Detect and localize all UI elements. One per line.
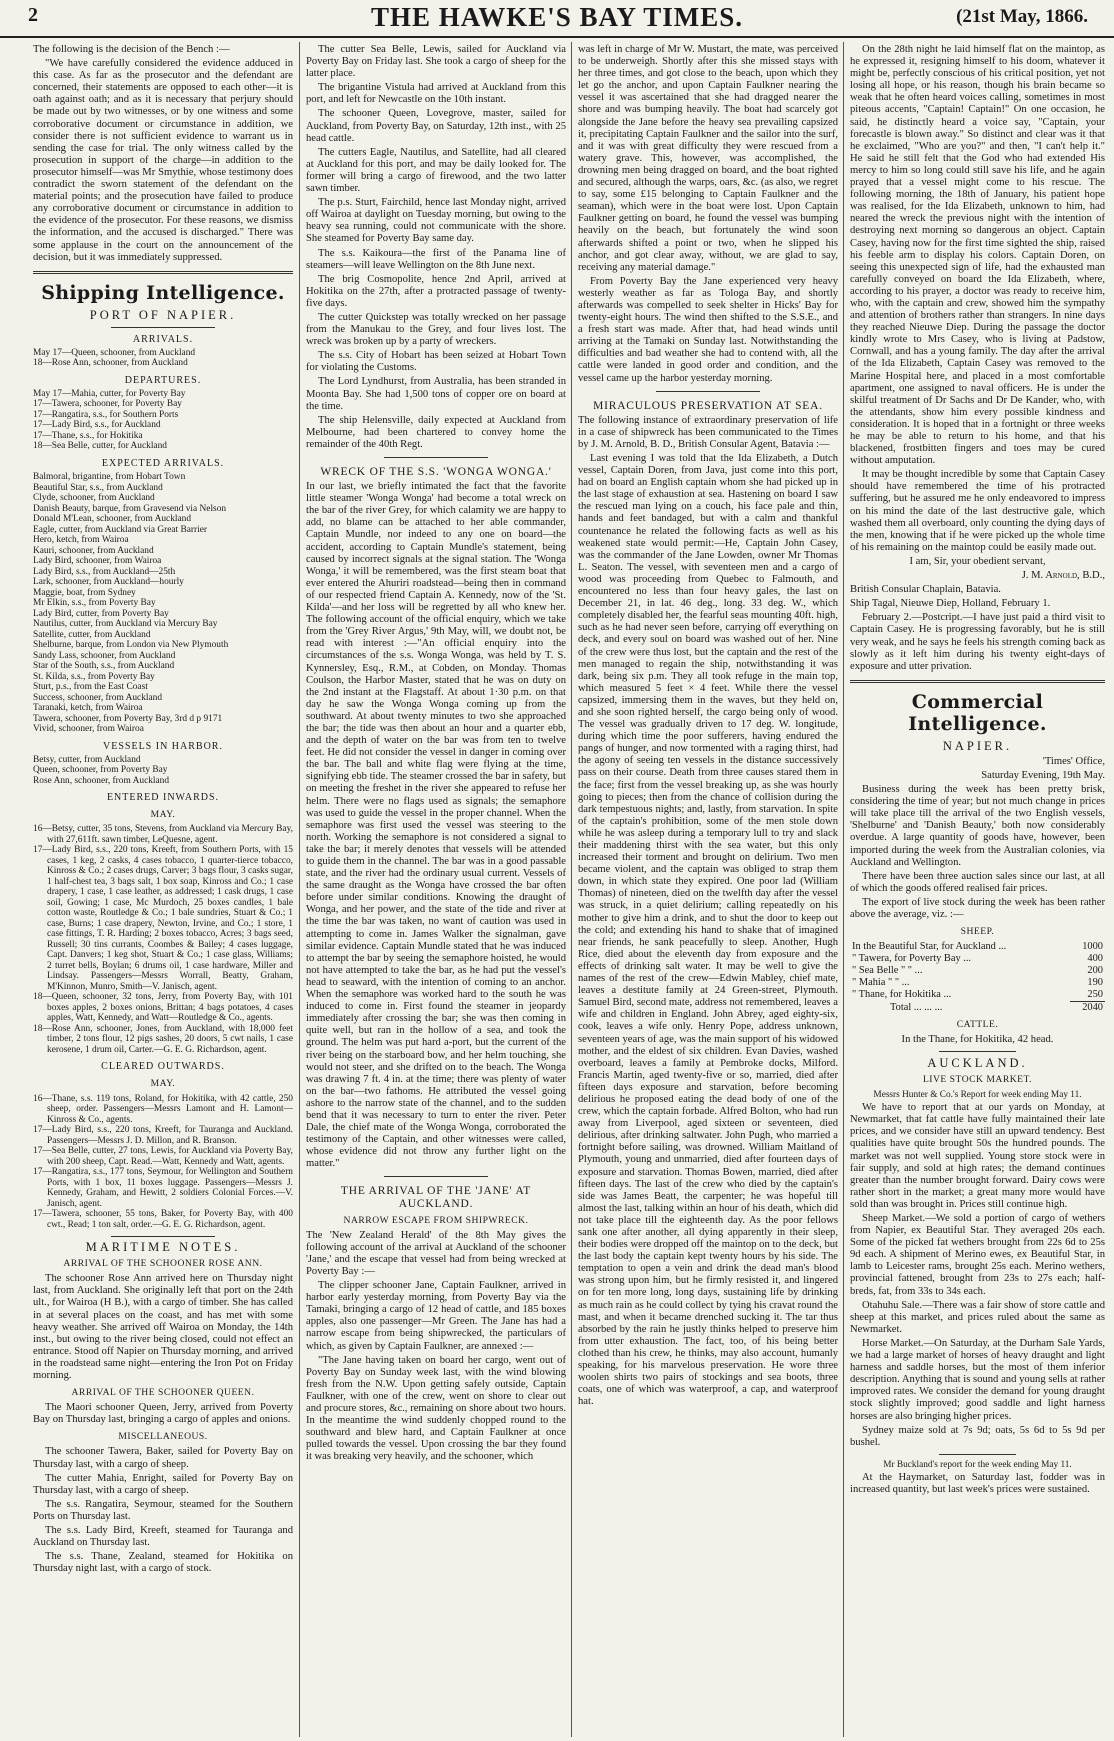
paragraph: The Lord Lyndhurst, from Australia, has been stranded in Moonta Bay. She had 1,500 tons of copper ore on board at the time. bbox=[306, 376, 566, 412]
paragraph: was left in charge of Mr W. Mustart, the mate, was perceived to be underweigh. Shortly after this she missed stays with her three times, and got close to the beach, upon which they let go the anchor, and upon Captain Faulkner nearing the vessel it was ascertained that she had dragged nearer the shore and was bumping heavily. The boat had scarcely got alongside the Jane before the heavy sea prevailing capsized it, precipitating Captain Faulkner and the sailor into the surf, and it was with great difficulty they were rescued from a watery grave. This, however, was accomplished, the drowning men being dragged on board, and the boat righted and secured, although the warps, oars, &c. (as also, we regret to say, some £15 belonging to Captain Faulkner and the seaman), which were in the boat were lost. Upon Captain Faulkner getting on board, he found the vessel was bumping heavily on the beach, but fortunately the wind soon afterwards shifted a point or two, when he slipped his anchor, and got clear away, without, we are glad to say, receiving any material damage." bbox=[578, 44, 838, 273]
list-item: 17—Lady Bird, s.s., for Auckland bbox=[33, 420, 161, 431]
paragraph: Sydney maize sold at 7s 9d; oats, 5s 6d to 5s 9d per bushel. bbox=[850, 1424, 1105, 1448]
column-2 bbox=[306, 42, 566, 1741]
divider bbox=[656, 391, 760, 392]
list-item: 17—Sea Belle, cutter, 27 tons, Lewis, for Auckland via Poverty Bay, with 200 sheep, Capt. Read.—Watt, Kennedy and Watt, agents. bbox=[33, 1146, 293, 1167]
list-item: Sturt, p.s., from the East Coast bbox=[33, 682, 148, 693]
list-item: 18—Queen, schooner, 32 tons, Jerry, from Poverty Bay, with 101 boxes apples, 2 boxes onions, Brittan; 4 bags potatoes, 4 cases apples, Watt, Kennedy, and Watt—Routledge & Co., agents. bbox=[33, 992, 293, 1024]
paragraph: The Maori schooner Queen, Jerry, arrived from Poverty Bay on Thursday last, bringing a cargo of apples and onions. bbox=[33, 1402, 293, 1426]
paragraph: The schooner Queen, Lovegrove, master, sailed for Auckland, from Poverty Bay, on Saturday, 12th inst., with 25 head cattle. bbox=[306, 108, 566, 144]
section-divider bbox=[33, 271, 293, 274]
list-item: Beautiful Star, s.s., from Auckland bbox=[33, 482, 163, 493]
paragraph: The cutter Quickstep was totally wrecked on her passage from the Manukau to the Grey, and four lives lost. The wreck was broken up by a party of wreckers. bbox=[306, 311, 566, 348]
list-item: Mr Elkin, s.s., from Poverty Bay bbox=[33, 598, 156, 609]
paragraph: The s.s. Rangatira, Seymour, steamed for the Southern Ports on Thursday last. bbox=[33, 1498, 293, 1522]
divider bbox=[939, 1051, 1016, 1052]
divider bbox=[384, 457, 488, 458]
section-divider bbox=[850, 680, 1105, 683]
table-row bbox=[850, 977, 1105, 989]
table-row-total bbox=[850, 1002, 1105, 1015]
paragraph: The p.s. Sturt, Fairchild, hence last Monday night, arrived off Wairoa at daylight on Tuesday morning, but owing to the heavy sea running, could not communicate with the shore. She steamed for Poverty Bay same day. bbox=[306, 197, 566, 245]
expected-arrivals-heading: EXPECTED ARRIVALS. bbox=[101, 457, 225, 469]
table-cell: " Mahia " " ... bbox=[852, 977, 910, 989]
month-label: MAY. bbox=[150, 809, 176, 821]
letter-title: British Consular Chaplain, Batavia. bbox=[850, 584, 1001, 596]
divider bbox=[384, 1176, 488, 1177]
table-cell: 190 bbox=[1087, 977, 1103, 989]
cleared-outwards-list bbox=[33, 1094, 293, 1231]
paragraph: The cutter Mahia, Enright, sailed for Poverty Bay on Thursday last, with a cargo of sheep. bbox=[33, 1472, 293, 1496]
paragraph: The schooner Tawera, Baker, sailed for Poverty Bay on Thursday last, with a cargo of sheep. bbox=[33, 1446, 293, 1470]
newspaper-title: THE HAWKE'S BAY TIMES. bbox=[370, 2, 744, 32]
departures-heading: DEPARTURES. bbox=[124, 374, 202, 386]
list-item: Eagle, cutter, from Auckland via Great Barrier bbox=[33, 524, 208, 535]
port-heading: PORT OF NAPIER. bbox=[89, 307, 237, 322]
letter-close: I am, Sir, your obedient servant, bbox=[909, 555, 1046, 567]
list-item: Betsy, cutter, from Auckland bbox=[33, 754, 141, 765]
paragraph: The ship Helensville, daily expected at Auckland from Melbourne, had been chartered to convey home the remainder of the 40th Regt. bbox=[306, 414, 566, 450]
table-cell: 2040 bbox=[1070, 1002, 1105, 1015]
paragraph: From Poverty Bay the Jane experienced very heavy westerly weather as far as Tologa Bay, and shortly afterwards was compelled to seek shelter in Hicks' Bay for twenty-eight hours. The wind then shifted to the S.S.E., and a fresh start was made. After that, had head winds until arriving at the Tamaki on Sunday last. Notwithstanding the difficulties and bad weather she had to contend with, all the cattle were landed in good order and condition, and the vessel came up the harbor yesterday morning. bbox=[578, 275, 838, 384]
paragraph: On the 28th night he laid himself flat on the maintop, as he expressed it, resigning himself to his doom, whatever it might be, perfectly conscious of his critical position, yet not losing all hope, or his reason, though his brain became so weak that he often heard voices calling, sometimes in most piteous accents, "Captain! Captain!" On one occasion, he said, he distinctly heard a voice say, "Captain, your forecastle is blown away." So distinct and clear was it that he exclaimed, "Who are you?" and then, "I can't help it." He said he still felt that the God who had extended His mercy to him so long could still save his life, and he again prayed that a vessel might come to his rescue. The following morning, the 18th of January, his patient hope was realised, for the Ida Elizabeth, unknown to him, had neared the wreck the previous night with the intention of destroying next morning so dangerous an object. Captain Casey, having now for the first time sighted the ship, raised his feeble arm to display his colors. Captain Doren, on seeing this unexpected sign of life, had the exhausted man carefully conveyed on board the Ida Elizabeth, where, according to his prayer, a doctor was ready to receive him, who, with the captain and crew, showed him the sympathy and attention of brothers rather than strangers. In nine days they reached Nieuwe Diep. During the passage the doctor kindly wrote to Mrs Casey, who is living at Padstow, Cornwall, and has a young family. The day after the arrival of the Ida Elizabeth, Captain Casey was removed to the Marine Hospital here, and placed in a most comfortable apartment, one assigned to naval officers. He is under the skilful treatment of Dr Sachs and Dr De Kander, who, with the attendants, show him every possible kindness and consideration. It is hoped that in a fortnight or three weeks he may be able to return to his home, and that his blackened, frostbitten fingers and toes may be cured without amputation. bbox=[850, 44, 1105, 467]
napier-heading: NAPIER. bbox=[942, 738, 1013, 753]
list-item: 17—Lady Bird, s.s., 220 tons, Kreeft, for Tauranga and Auckland. Passengers—Messrs J. D. Millon, and R. Branson. bbox=[33, 1125, 293, 1146]
list-item: St. Kilda, s.s., from Poverty Bay bbox=[33, 671, 155, 682]
list-item: Rose Ann, schooner, from Auckland bbox=[33, 775, 170, 786]
buckland-report-source: Mr Buckland's report for the week ending May 11. bbox=[883, 1459, 1072, 1470]
jane-subheading: NARROW ESCAPE FROM SHIPWRECK. bbox=[343, 1214, 529, 1226]
cattle-line: In the Thane, for Hokitika, 42 head. bbox=[901, 1034, 1054, 1046]
paragraph: The s.s. City of Hobart has been seized at Hobart Town for violating the Customs. bbox=[306, 350, 566, 374]
paragraph: The brigantine Vistula had arrived at Auckland from this port, and left for Newcastle on the 10th instant. bbox=[306, 82, 566, 106]
issue-date: (21st May, 1866. bbox=[956, 6, 1088, 27]
table-row bbox=[850, 965, 1105, 977]
commercial-intelligence-heading: Commercial Intelligence. bbox=[908, 690, 1047, 735]
list-item: Nautilus, cutter, from Auckland via Mercury Bay bbox=[33, 619, 218, 630]
list-item: 17—Rangatira, s.s., for Southern Ports bbox=[33, 409, 179, 420]
paragraph: The s.s. Thane, Zealand, steamed for Hokitika on Thursday night last, with a cargo of stock. bbox=[33, 1551, 293, 1575]
paragraph: The 'New Zealand Herald' of the 8th May gives the following account of the arrival at Auckland of the schooner 'Jane,' and the escape that vessel had from being wrecked at Poverty Bay :— bbox=[306, 1229, 566, 1277]
paragraph: Last evening I was told that the Ida Elizabeth, a Dutch vessel, Captain Doren, from Java, just come into this port, had on board an English captain whom she had picked up in the last stage of exhaustion at sea. Hastening on board I saw the rescued man lying on a couch, his face pale and thin, hands and feet bandaged, but with a calm and thankful countenance he related the following facts as well as his weakened state would permit:—He, Captain John Casey, was the commander of the Jane Lowden, owner Mr Thomas L. Seaton. The vessel, with seventeen men and a cargo of wood was proceeding from Quebec to Falmouth, and encountered no less than four heavy gales, the last on December 21, in lat. 46 deg., long. 33 deg. W., which completely disabled her, the fearful seas mounting 40ft. high, such as he had never seen before, carrying off everything on deck, and every soul on board was washed out of her. Nine of the crew were thus lost, but the captain and the rest of the men managed to regain the ship, notwithstanding it was dark, being six p.m. They all took refuge in the main top, which measured 5 feet × 4 feet. While there the vessel capsized, immersing them in the waves, but they held on, and she soon righted herself, the cargo being only of wood. The vessel was gradually driven to 17 deg. W. longitude, during which time the poor sufferers, having endured the pangs of hunger, and now tormented with a raging thirst, had the agony of seeing ten vessels in the distance successively pass on their course. Death from three causes stared them in the face; first from the vessel breaking up, as she was hourly going to pieces; then from the chance of collision during the dark tempestuous nights; and, lastly, from starvation. In spite of the captain's prohibition, some of the men stole down while he was asleep during a temporary lull to try and slack their maddening thirst with the sea water, but this only increased their torment and brought on delirium. Two men became violent, and the captain was obliged to strap them down, in which state they expired. One poor lad (William Thomas) of nineteen, died on the twelfth day after the vessel was struck, in a quiet delirium; calling repeatedly on his mother to give him a drink, and to shut the door to keep out the cold; and extending his hand to shake that of imagined near friends, he sank peacefully to sleep. Another, Hugh Rice, died about the eleventh day from exposure and the effects of drinking salt water. It may be well to give the names of the rest of the crew—Edwin Mabley, chief mate, leaves a destitute family at 24 Green-street, Plymouth. Samuel Bird, second mate, address not remembered, leaves a wife and children in England. John Abrey, aged eighty-six, cook, leaves a wife only. Henry Pope, address unknown, seventeen years of age, was the main support of his widowed mother, and the eldest of six children. Evan Davies, washed overboard, leaves a family at Pembroke docks, Milford. Francis Martin, aged twenty-five or so, married, died after fifteen days exposure and starvation, before becoming delirious he proposed eating the dead body of one of the crew, which the captain forbade. Alfred Bolton, who had run away from Liverpool, aged sixteen or seventeen, died delirious, after drinking saltwater. John Pugh, who married a fortnight before sailing, was drowned. William Maitland of Plymouth, young and unmarried, died after fourteen days of exposure and starvation. Thomas Bowen, married, died after fifteen days. The last of the crew who died by the captain's side was James Beatt, the carpenter; he was hopeful till almost the last, talking within an hour of his death, which did not take place till the eighteenth day. As the poor fellows sank one after another, all dying apparently in their sleep, their bodies were dropped off the maintop on to the deck, but the last body the captain kept twenty hours by his side. The temptation to open a vein and drink the dead man's blood was strong upon him, but he firmly resisted it, and lingered on for ten more long, long days, sustaining life by drinking as much rain as he could collect by tying his cravat round the mast, and when it became drenched sucking it. The tar thus absorbed by the rain he justly thinks helped to preserve him from utter exhaustion. The fact, too, of his being better clothed than his crew, he thinks, may also account, humanly speaking, for his marvelous preservation. He wore three woolen shirts two pairs of stockings and sea boots, three coats, one of which was waterproof, a cap, and waterproof hat. bbox=[578, 453, 838, 1408]
sheep-heading: SHEEP. bbox=[960, 926, 995, 938]
paragraph: The clipper schooner Jane, Captain Faulkner, arrived in harbor early yesterday morning, from Poverty Bay via the Tamaki, bringing a cargo of 12 head of cattle, and 185 boxes apples, also one passenger—Mr Green. The Jane has had a narrow escape from being shipwrecked, the particulars of which, as given by Captain Faulkner, are annexed :— bbox=[306, 1280, 566, 1352]
paragraph: The brig Cosmopolite, hence 2nd April, arrived at Hokitika on the 27th, after a protracted passage of twenty-five days. bbox=[306, 273, 566, 309]
list-item: 18—Rose Ann, schooner, Jones, from Auckland, with 18,000 feet timber, 2 tons flour, 12 pigs sashes, 20 doors, 5 cwt nails, 1 case kerosene, 1 drum oil, Carter.—G. E. G. Richardson, agent. bbox=[33, 1023, 293, 1055]
page-columns bbox=[0, 42, 1114, 1741]
table-cell: Total ... ... ... bbox=[890, 1001, 943, 1013]
vessels-in-harbor-list bbox=[33, 755, 293, 787]
masthead bbox=[0, 0, 1114, 38]
table-cell: " Thane, for Hokitika ... bbox=[852, 989, 952, 1001]
list-item: Kauri, schooner, from Auckland bbox=[33, 545, 154, 556]
list-item: Success, schooner, from Auckland bbox=[33, 692, 163, 703]
divider bbox=[111, 327, 215, 328]
paragraph: At the Haymarket, on Saturday last, fodder was in increased quantity, but last week's prices were sustained. bbox=[850, 1472, 1105, 1496]
livestock-report-source: Messrs Hunter & Co.'s Report for week ending May 11. bbox=[873, 1089, 1082, 1100]
list-item: 16—Betsy, cutter, 35 tons, Stevens, from Auckland via Mercury Bay, with 27,611ft. sawn timber, LeQuesne, agent. bbox=[33, 824, 293, 845]
sheep-export-table bbox=[850, 941, 1105, 1014]
cleared-outwards-heading: CLEARED OUTWARDS. bbox=[101, 1061, 225, 1073]
list-item: Danish Beauty, barque, from Gravesend via Nelson bbox=[33, 503, 227, 514]
column-3 bbox=[578, 42, 838, 1741]
departures-list bbox=[33, 389, 293, 452]
list-item: 18—Sea Belle, cutter, for Auckland bbox=[33, 441, 167, 452]
paragraph: Business during the week has been pretty brisk, considering the time of year; but not much change in prices will take place till the arrival of the two English vessels, 'Shelburne' and 'Danish Beauty,' both now considerably overdue. A large quantity of goods have, however, been imported during the week from the Australian colonies, via Auckland and Wellington. bbox=[850, 784, 1105, 868]
divider bbox=[939, 1454, 1016, 1455]
postscript: February 2.—Postcript.—I have just paid a third visit to Captain Casey. He is progressing favorably, but he is still very weak, and he says he feels his strength coming back as slowly as it left him during his twenty eight-days of exposure and utter privation. bbox=[850, 612, 1105, 672]
list-item: Donald M'Lean, schooner, from Auckland bbox=[33, 514, 192, 525]
list-item: Tawera, schooner, from Poverty Bay, 3rd d p 9171 bbox=[33, 713, 223, 724]
page-number: 2 bbox=[28, 4, 38, 26]
miscellaneous-heading: MISCELLANEOUS. bbox=[118, 1431, 208, 1443]
list-item: Shelburne, barque, from London via New Plymouth bbox=[33, 640, 229, 651]
list-item: May 17—Mahia, cutter, for Poverty Bay bbox=[33, 388, 186, 399]
letter-signature: J. M. Arnold, B.D., bbox=[1021, 570, 1105, 582]
paragraph: We have to report that at our yards on Monday, at Newmarket, that fat cattle have fully maintained their late prices, and we consider have still an upward tendency. Best qualities have quite brought 50s the hundred pounds. The market was not well supplied. Young store stock were in fair supply, and sold at high rates; the demand continues greater than the number brought forward. Dairy cows were rather short in the market; a great many more would have sold than was brought in. Prices still continue high. bbox=[850, 1102, 1105, 1210]
list-item: May 17—Queen, schooner, from Auckland bbox=[33, 347, 196, 358]
list-item: Sandy Lass, schooner, from Auckland bbox=[33, 650, 176, 661]
table-cell: 400 bbox=[1087, 953, 1103, 965]
paragraph: The s.s. Lady Bird, Kreeft, steamed for Tauranga and Auckland on Thursday last. bbox=[33, 1525, 293, 1549]
list-item: 17—Lady Bird, s.s., 220 tons, Kreeft, from Southern Ports, with 15 cases, 1 keg, 2 casks, 4 cases tobacco, 1 quarter-tierce tobacco, Kinross & Co.; 2 cases drugs, Carver; 3 bags flour, 3 casks sugar, 1 half-chest tea, 3 bags salt, 1 box soap, Kinross and Co.; 1 case drapery, 1 case, 1 case leather, as addressed; 1 cask drugs, 1 case soil, Gowing; 1 case, Mc Murdoch, 25 boxes candles, 1 bale cotton waste, Routledge & Co.; 1 bale sundries, Stuart & Co.; 1 case, Burns; 1 case drapery, Newton, Irvine, and Co.; 1 store, 1 case fittings, T. R. Harding; 2 boxes tobacco, Acres; 3 bags seed, Russell; 30 tins currants, Coombes & Bailey; 4 cases luggage, Capt. Danvers; 1 keg shot, Stuart & Co.; 1 case glass, Williams; 2 turret bells, Boylan; 6 drums oil, 1 case hardware, Miller and Lindsay. Passengers—Messrs Worrall, Beatty, Graham, M'Kinnon, Munro, Smith—V. Janisch, agent. bbox=[33, 845, 293, 992]
paragraph: In our last, we briefly intimated the fact that the favorite little steamer 'Wonga Wonga' had become a total wreck on the bar of the river Grey, for which calamity we are happy to add, no blame can be attached to her able commander, Captain Mundle, nor indeed to any one on board—the accident, according to Captain Mundle's statement, being caused by incorrect signals at the signal station. The 'Wonga Wonga,' it will be remembered, was the first steam boat that ever entered the Ahuriri roadstead—being then in command of our respected friend Captain A. Kennedy, now of the 'St. Kilda'—and her loss will be regretted by all who knew her. The following account of the official enquiry, which we take from the 'Grey River Argus,' 9th May, will, we doubt not, be read with interest :—"An official enquiry into the circumstances of the s.s. Wonga Wonga, was held by T. S. Kynnersley, Esq., R.M., at Cobden, on Monday. Thomas Coulson, the Harbor Master, stated that he was on duty on the 2nd instant at the Flagstaff. At about 1·30 p.m. on that day he saw the Wonga Wonga coming up from the southward. At about twenty minutes to two she approached the bar; the tide was then about an hour and a quarter ebb, and the depth of water on the bar was from ten to twelve feet. He did not consider the vessel in danger in coming over the bar. The ball and white flag were flying at the time, signifying ebb tide. The steamer crossed the bar in safety, but on meeting the freshet in the river she appeared to refuse her helm. There were no flags used as signals; the semaphore was used to guide the vessel in the proper channel. When the semaphore was first used the vessel was steering to the north. Working the semaphore is not considered a signal to take the bar; it merely denotes that vessels will be attended to guide them in the channel. The bar was in a good passable state, and the river had the ordinary usual current. Vessels of the same draught as the Wonga have crossed the bar often before under similar conditions. Knowing the draught of Wonga, and her power, and the state of the tide and river at the time the bar was taken, no want of caution was used in attempting to come in. James Walker the signalman, gave similar evidence. Captain Mundle stated that he was induced to attempt the bar by seeing the semaphore hoisted, he would not have attempted to take the bar, as he had put the vessel's head to seaward, with the intention of coming to an anchor. When the semaphore was worked hard to the south he was induced to come in. First found the steamer in jeopardy immediately after crossing the bar; she was then coming in quite well, but ran in the hollow of a sea, and took the ground. The helm was put hard a-port, but the current of the river being on the starboard bow, and her helm touching, she would not steer, and she drifted on to the beach. The Wonga was drawing 7 ft. 4 in. at the time; there was plenty of water on the bar—two fathoms. He attributed the vessel going ashore to the narrow state of the channel, and to the sudden bend that it was necessary to turn to enter the river. Peter Dale, the chief mate of the Wonga Wonga, corroborated the testimony of the Captain, and other witnesses were called, whose evidence did not throw any further light on the matter." bbox=[306, 481, 566, 1170]
livestock-market-heading: LIVE STOCK MARKET. bbox=[922, 1074, 1033, 1086]
table-row bbox=[850, 941, 1105, 953]
paragraph: Sheep Market.—We sold a portion of cargo of wethers from Napier, ex Beautiful Star. They averaged 20s each. Some of the picked fat wethers brought from 22s 6d to 25s 9d each. A shipment of Merino ewes, ex Beautiful Star, in lamb to Leicester rams, brought 25s each. Merino wethers, provincial fattened, brought from 23s to 27s each; half-breds, fat, from 33s to 34s each. bbox=[850, 1213, 1105, 1297]
list-item: Star of the South, s.s., from Auckland bbox=[33, 661, 175, 672]
table-cell: 200 bbox=[1087, 965, 1103, 977]
office-date: Saturday Evening, 19th May. bbox=[981, 769, 1105, 781]
table-cell: 250 bbox=[1087, 989, 1103, 1001]
office-line: 'Times' Office, bbox=[1042, 755, 1105, 767]
expected-arrivals-list bbox=[33, 472, 293, 735]
paragraph: The cutter Sea Belle, Lewis, sailed for Auckland via Poverty Bay on Friday last. She took a cargo of sheep for the latter place. bbox=[306, 44, 566, 80]
table-cell: " Tawera, for Poverty Bay ... bbox=[852, 953, 972, 965]
list-item: Taranaki, ketch, from Wairoa bbox=[33, 703, 143, 714]
list-item: 16—Thane, s.s. 119 tons, Roland, for Hokitika, with 42 cattle, 250 sheep, order. Passengers—Messrs Lamont and H. Lamont—Kinross & Co., agents. bbox=[33, 1093, 293, 1125]
list-item: 17—Thane, s.s., for Hokitika bbox=[33, 430, 143, 441]
list-item: Maggie, boat, from Sydney bbox=[33, 587, 136, 598]
list-item: Satellite, cutter, from Auckland bbox=[33, 629, 151, 640]
list-item: 17—Tawera, schooner, 55 tons, Baker, for Poverty Bay, with 400 cwt., Read; 1 ton salt, order.—G. E. G. Richardson, agent. bbox=[33, 1209, 293, 1230]
paragraph: "We have carefully considered the evidence adduced in this case. As far as the prosecutor and the defendant are concerned, their statements are opposed to each other—it is oath against oath; and as it is necessary that perjury should be made out by two witnesses, or by one witness and some corroborative document or circumstance in addition, we consider there is not sufficient evidence to warrant us in sending the case for trial. The only witness called by the prosecution in support of the charge—in addition to the prosecutor himself—was Mr Smythie, whose testimony does contradict the sworn statement of the defendant on the material points; and the prosecution have failed to produce any corroborative document or circumstance in addition to the evidence of the prosecutor. For these reasons, we dismiss the information, and the accused is discharged." There was some applause in the court on the announcement of the decision, but it was immediately suppressed. bbox=[33, 58, 293, 263]
cattle-heading: CATTLE. bbox=[956, 1019, 999, 1031]
list-item: 17—Rangatira, s.s., 177 tons, Seymour, for Wellington and Southern Ports, with 1 box, 11 boxes luggage. Passengers—Messrs J. Kennedy, Graham, and Hewitt, 2 soldiers Colonial Forces.—V. Janisch, agent. bbox=[33, 1167, 293, 1209]
divider bbox=[111, 1236, 215, 1237]
letter-ship: Ship Tagal, Nieuwe Diep, Holland, February 1. bbox=[850, 598, 1051, 610]
list-item: Vivid, schooner, from Wairoa bbox=[33, 724, 144, 735]
vessels-in-harbor-heading: VESSELS IN HARBOR. bbox=[103, 740, 223, 752]
paragraph: The schooner Rose Ann arrived here on Thursday night last, from Auckland. She originally left that port on the 24th ult., for Wairoa (H B.), with a cargo of timber. She has called in at several places on the coast, and has met with some heavy weather. She arrived off Wairoa on Monday, the 14th inst., but owing to the river being closed, could not effect an entrance. Stood off Napier on Thursday morning, and arrived in the roadstead same night—entering the Iron Pot on Friday morning. bbox=[33, 1273, 293, 1381]
list-item: 17—Tawera, schooner, for Poverty Bay bbox=[33, 399, 182, 410]
paragraph: The following instance of extraordinary preservation of life in a case of shipwreck has been communicated to the Times by J. M. Arnold, B. D., British Consular Agent, Batavia :— bbox=[578, 414, 838, 450]
rose-ann-heading: ARRIVAL OF THE SCHOONER ROSE ANN. bbox=[63, 1258, 263, 1270]
paragraph: The s.s. Kaikoura—the first of the Panama line of steamers—will leave Wellington on the 8th June next. bbox=[306, 247, 566, 271]
arrivals-heading: ARRIVALS. bbox=[132, 333, 194, 345]
paragraph: There have been three auction sales since our last, at all of which the goods offered realised fair prices. bbox=[850, 870, 1105, 894]
paragraph: The following is the decision of the Bench :— bbox=[33, 44, 230, 55]
entered-inwards-list bbox=[33, 824, 293, 1055]
miraculous-preservation-heading: MIRACULOUS PRESERVATION AT SEA. bbox=[593, 399, 823, 412]
paragraph: Horse Market.—On Saturday, at the Durham Sale Yards, we had a large market of horses of heavy draught and light harness and saddle horses, but the most of them inferior description. Anything that is sound and young sells at rather improved rates. We consider the demand for young draught stock slightly improved; good saddle and light harness horses are also bringing higher prices. bbox=[850, 1337, 1105, 1422]
jane-article-heading: THE ARRIVAL OF THE 'JANE' AT AUCKLAND. bbox=[340, 1185, 532, 1210]
list-item: Lady Bird, schooner, from Wairoa bbox=[33, 556, 162, 567]
list-item: Lady Bird, s.s., from Auckland—25th bbox=[33, 566, 176, 577]
list-item: Hero, ketch, from Wairoa bbox=[33, 535, 129, 546]
paragraph: The cutters Eagle, Nautilus, and Satellite, had all cleared at Auckland for this port, and may be daily looked for. The former will bring a cargo of firewood, and the two latter sawn timber. bbox=[306, 146, 566, 195]
entered-inwards-heading: ENTERED INWARDS. bbox=[106, 792, 220, 804]
paragraph: It may be thought incredible by some that Captain Casey should have remembered the time of his protracted suffering, but he assured me he only endeavored to impress on his mind the date of the last destructive gale, which washed them all overboard, only counting the dying days of the men, knowing that if he were picked up the whole time of his remaining on the maintop could be easily made out. bbox=[850, 469, 1105, 553]
auckland-heading: AUCKLAND. bbox=[927, 1056, 1028, 1071]
paragraph: Otahuhu Sale.—There was a fair show of store cattle and sheep at this market, and prices ruled about the same as Newmarket. bbox=[850, 1299, 1105, 1335]
table-cell: " Sea Belle " " ... bbox=[852, 965, 923, 977]
table-row bbox=[850, 953, 1105, 965]
list-item: Lady Bird, cutter, from Poverty Bay bbox=[33, 608, 169, 619]
list-item: Clyde, schooner, from Auckland bbox=[33, 493, 155, 504]
list-item: Lark, schooner, from Auckland—hourly bbox=[33, 577, 184, 588]
column-1 bbox=[33, 42, 293, 1741]
paragraph: The export of live stock during the week has been rather above the average, viz. :— bbox=[850, 896, 1105, 920]
shipping-intelligence-heading: Shipping Intelligence. bbox=[41, 281, 285, 304]
arrivals-list bbox=[33, 348, 293, 369]
queen-heading: ARRIVAL OF THE SCHOONER QUEEN. bbox=[71, 1387, 255, 1399]
month-label: MAY. bbox=[150, 1078, 176, 1090]
table-cell: In the Beautiful Star, for Auckland ... bbox=[852, 941, 1007, 953]
table-row bbox=[850, 989, 1105, 1002]
list-item: 18—Rose Ann, schooner, from Auckland bbox=[33, 358, 188, 369]
wreck-article-heading: WRECK OF THE S.S. 'WONGA WONGA.' bbox=[320, 466, 552, 478]
list-item: Queen, schooner, from Poverty Bay bbox=[33, 765, 168, 776]
paragraph: "The Jane having taken on board her cargo, went out of Poverty Bay on Sunday week last, with the wind blowing fresh from the N.W. Upon getting safely outside, Captain Faulkner, with one of the crew, went on shore to clear out and procure stores, &c., remaining on shore about two hours. In the meantime the wind suddenly chopped round to the southward and blew hard, and Captain Faulkner at once pulled towards the vessel. Upon crossing the bar they found it was breaking very heavily, and the schooner, which bbox=[306, 1354, 566, 1463]
maritime-notes-heading: MARITIME NOTES. bbox=[85, 1240, 241, 1255]
table-cell: 1000 bbox=[1082, 941, 1103, 953]
list-item: Balmoral, brigantine, from Hobart Town bbox=[33, 472, 186, 483]
column-4 bbox=[850, 42, 1105, 1741]
